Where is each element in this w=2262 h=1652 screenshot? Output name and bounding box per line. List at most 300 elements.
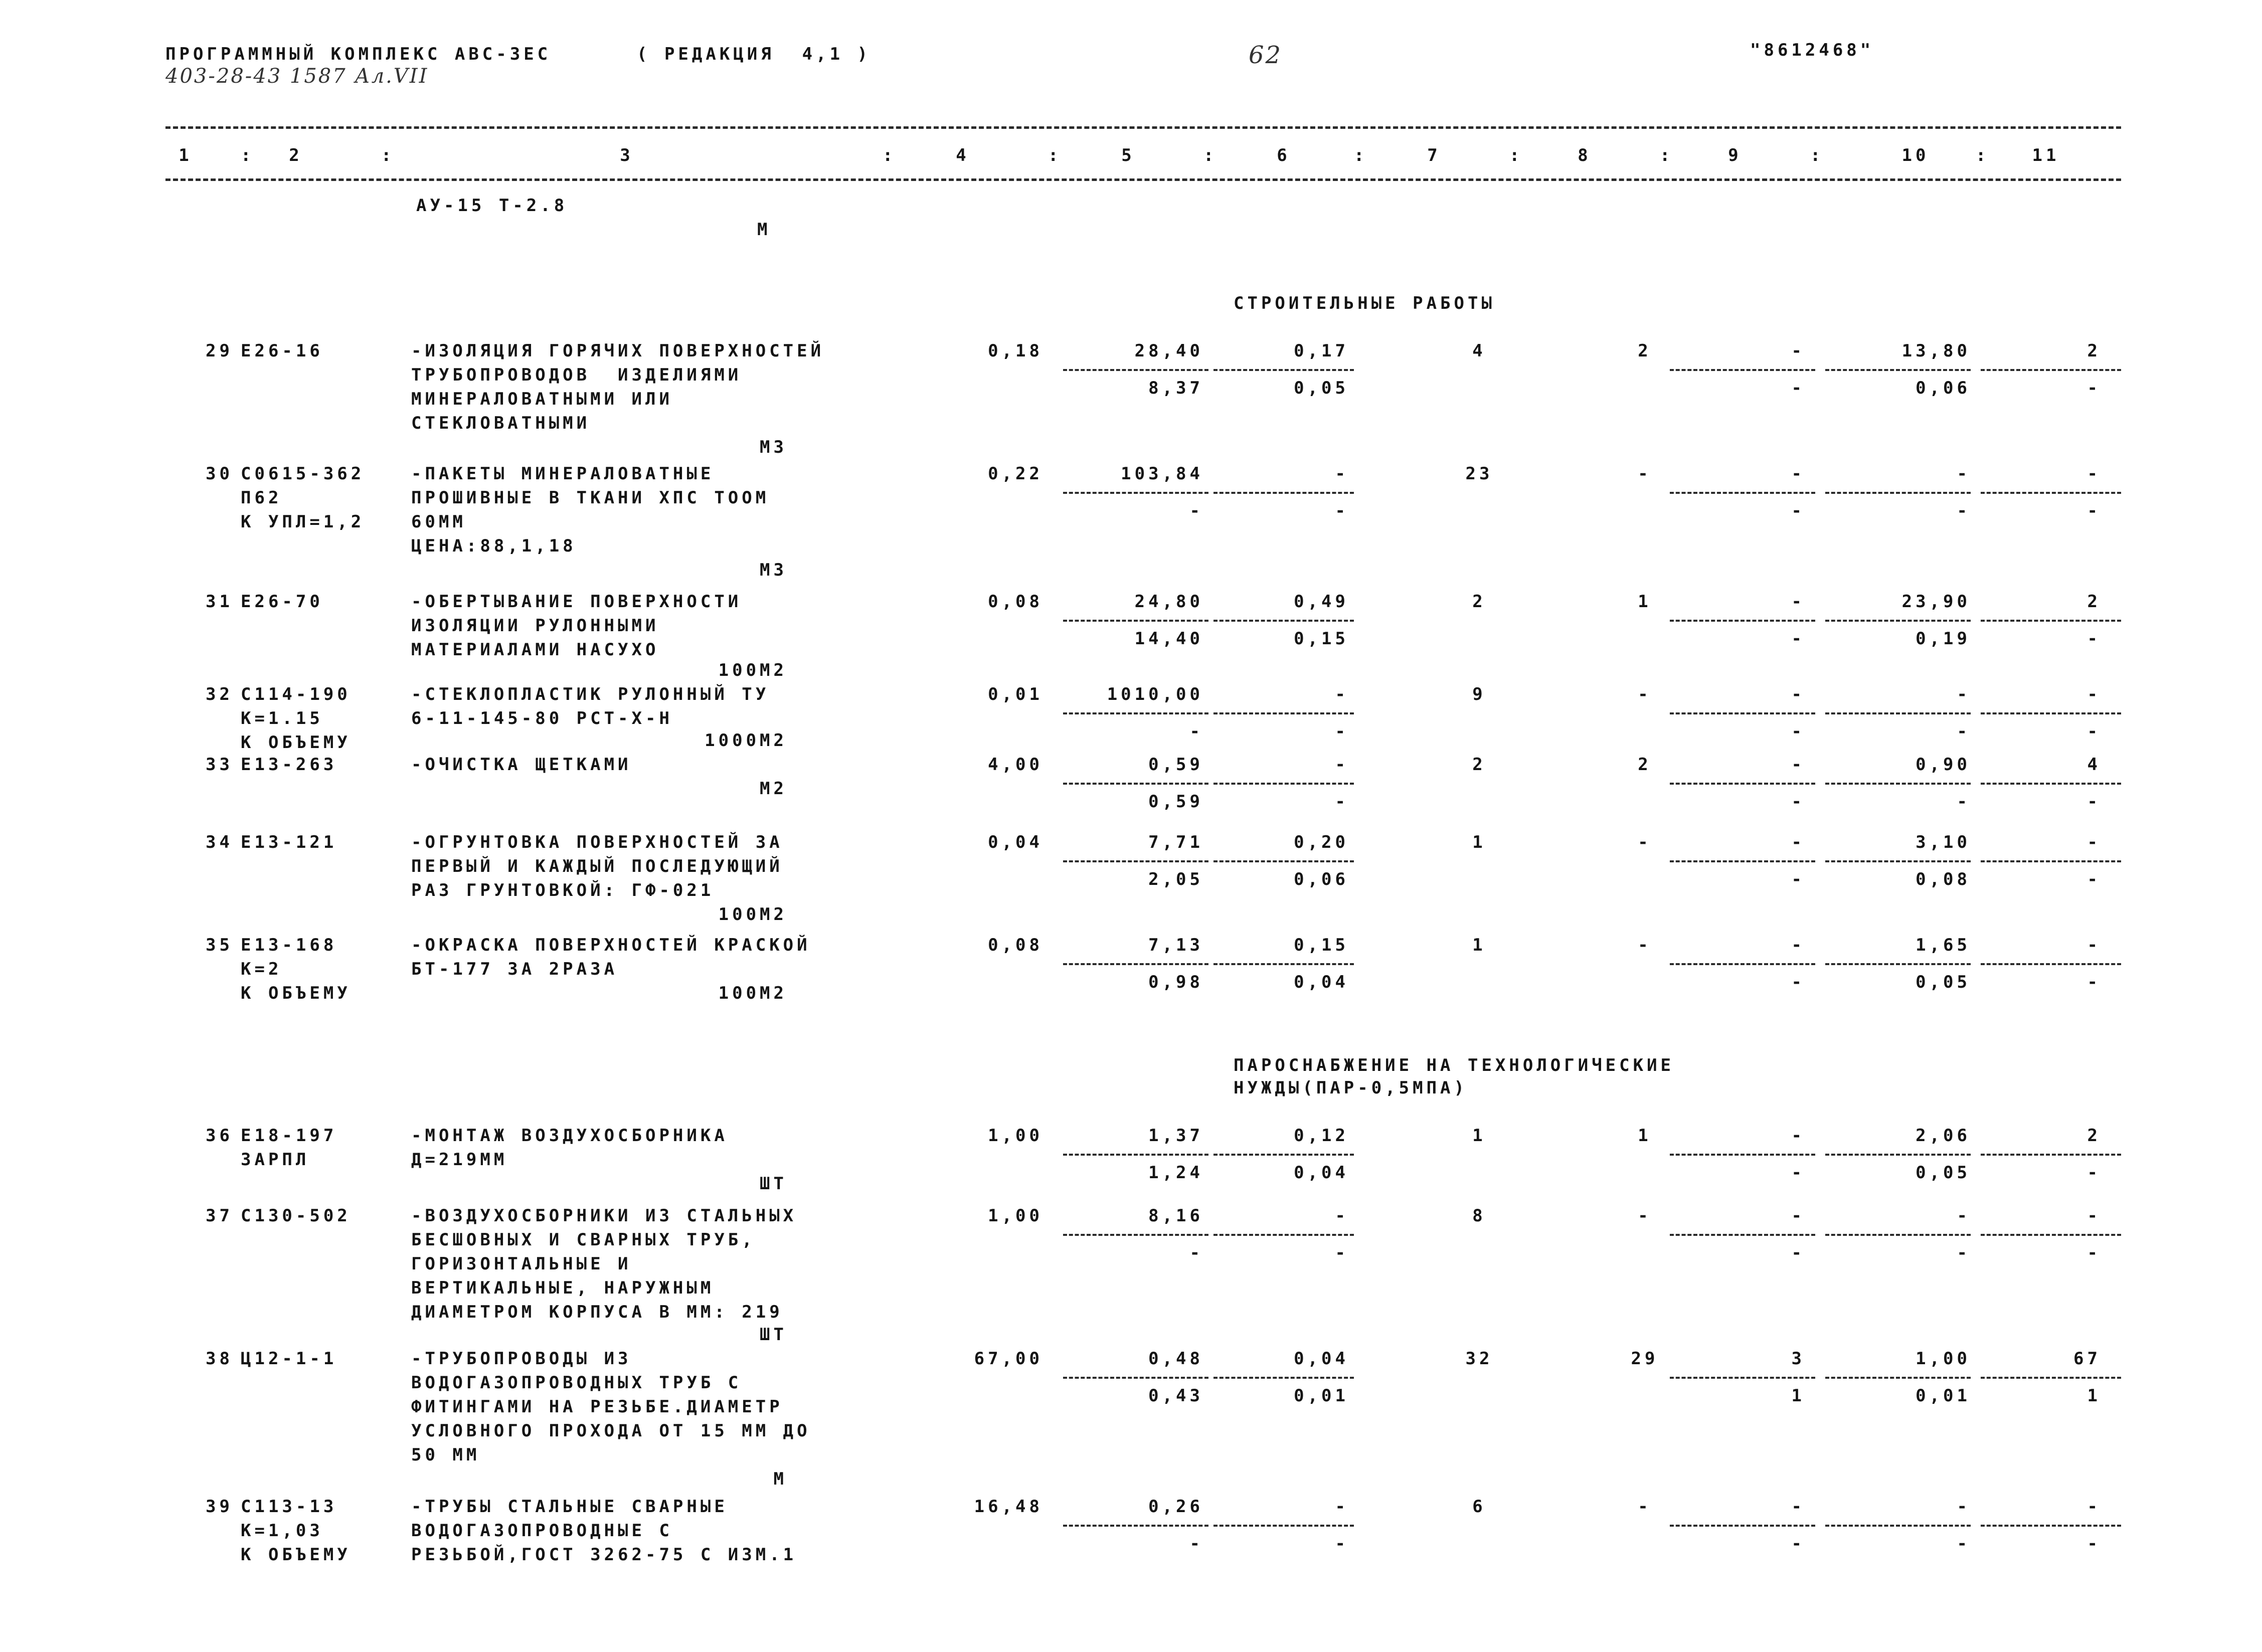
rate-code: К=1,03 <box>241 1521 323 1541</box>
value-separator <box>1670 1154 1815 1156</box>
value-c5: 1,37 <box>1148 1126 1203 1146</box>
rate-code: С114-190 <box>241 684 351 704</box>
value-c6: 0,49 <box>1294 592 1349 612</box>
section-heading-steam-line2: НУЖДЫ(ПАР-0,5МПА) <box>1234 1078 1468 1098</box>
value-c6b: - <box>1335 501 1349 521</box>
rate-code: К ОБЪЕМУ <box>241 983 351 1003</box>
value-c9: - <box>1791 1126 1805 1146</box>
value-c11b: - <box>2087 792 2101 812</box>
row-number: 39 <box>206 1497 233 1517</box>
value-c6b: 0,15 <box>1294 629 1349 649</box>
unit-of-measure: М <box>773 1469 787 1489</box>
col-header-11: 11 <box>2032 145 2060 165</box>
work-description: РЕЗЬБОЙ,ГОСТ 3262-75 С ИЗМ.1 <box>411 1545 797 1565</box>
value-separator <box>1213 492 1354 494</box>
row-number: 30 <box>206 464 233 484</box>
value-c5: 28,40 <box>1134 341 1203 361</box>
value-c6: - <box>1335 1206 1349 1226</box>
work-description: -ВОЗДУХОСБОРНИКИ ИЗ СТАЛЬНЫХ <box>411 1206 797 1226</box>
value-c10b: 0,01 <box>1916 1386 1971 1406</box>
value-separator <box>1825 963 1971 965</box>
rate-code: П62 <box>241 488 282 508</box>
work-description: ВОДОГАЗОПРОВОДНЫХ ТРУБ С <box>411 1373 742 1393</box>
value-c9b: - <box>1791 501 1805 521</box>
rate-code: С130-502 <box>241 1206 351 1226</box>
value-c5b: 0,98 <box>1148 972 1203 992</box>
value-separator <box>1670 783 1815 785</box>
value-c8: - <box>1638 1497 1652 1517</box>
value-separator <box>1825 860 1971 862</box>
value-c9b: 1 <box>1791 1386 1805 1406</box>
value-c11b: - <box>2087 1243 2101 1263</box>
unit-of-measure: 1000М2 <box>705 730 787 751</box>
value-separator <box>1825 620 1971 622</box>
value-separator <box>1063 1377 1208 1379</box>
col-divider: : <box>1976 145 1990 165</box>
value-c10b: - <box>1957 1243 1971 1263</box>
value-c4: 67,00 <box>974 1349 1043 1369</box>
col-divider: : <box>1203 145 1217 165</box>
work-description: -ОГРУНТОВКА ПОВЕРХНОСТЕЙ ЗА <box>411 832 783 852</box>
rate-code: К ОБЪЕМУ <box>241 732 351 753</box>
value-c7: 32 <box>1465 1349 1493 1369</box>
value-c6: 0,12 <box>1294 1126 1349 1146</box>
rate-code: С113-13 <box>241 1497 337 1517</box>
value-c6b: 0,01 <box>1294 1386 1349 1406</box>
value-c7: 6 <box>1472 1497 1486 1517</box>
value-separator <box>1213 620 1354 622</box>
value-c11: - <box>2087 1206 2101 1226</box>
col-header-4: 4 <box>956 145 970 165</box>
value-separator <box>1981 963 2121 965</box>
value-c9b: - <box>1791 1163 1805 1183</box>
value-c10b: - <box>1957 721 1971 742</box>
value-c5: 0,59 <box>1148 755 1203 775</box>
work-description: ТРУБОПРОВОДОВ ИЗДЕЛИЯМИ <box>411 365 742 385</box>
value-separator <box>1213 1377 1354 1379</box>
section-heading-construction: СТРОИТЕЛЬНЫЕ РАБОТЫ <box>1234 293 1495 313</box>
value-c11: 67 <box>2073 1349 2101 1369</box>
unit-of-measure: М2 <box>760 779 787 799</box>
work-description: ПЕРВЫЙ И КАЖДЫЙ ПОСЛЕДУЮЩИЙ <box>411 856 783 876</box>
value-c7: 2 <box>1472 755 1486 775</box>
value-separator <box>1670 369 1815 371</box>
value-c4: 4,00 <box>988 755 1043 775</box>
handwritten-project-code: 403-28-43 1587 Ал.VII <box>165 65 429 88</box>
value-separator <box>1213 1234 1354 1236</box>
value-c7: 4 <box>1472 341 1486 361</box>
material-continuation: АУ-15 Т-2.8 <box>416 196 568 216</box>
value-c8: - <box>1638 1206 1652 1226</box>
value-c5: 24,80 <box>1134 592 1203 612</box>
value-separator <box>1063 783 1208 785</box>
rate-code: Ц12-1-1 <box>241 1349 337 1369</box>
value-c5b: 8,37 <box>1148 378 1203 398</box>
value-c4: 0,18 <box>988 341 1043 361</box>
rate-code: К ОБЪЕМУ <box>241 1545 351 1565</box>
value-separator <box>1825 492 1971 494</box>
value-c10b: - <box>1957 1534 1971 1554</box>
value-c11: - <box>2087 464 2101 484</box>
unit-of-measure: ШТ <box>760 1325 787 1345</box>
row-number: 32 <box>206 684 233 704</box>
work-description: ПРОШИВНЫЕ В ТКАНИ ХПС ТООМ <box>411 488 770 508</box>
value-c10: - <box>1957 684 1971 704</box>
value-c9: 3 <box>1791 1349 1805 1369</box>
value-c5: 7,13 <box>1148 935 1203 955</box>
col-divider: : <box>241 145 255 165</box>
col-divider: : <box>1810 145 1824 165</box>
value-c6: - <box>1335 1497 1349 1517</box>
value-c5: 0,48 <box>1148 1349 1203 1369</box>
work-description: БЕСШОВНЫХ И СВАРНЫХ ТРУБ, <box>411 1230 756 1250</box>
value-separator <box>1213 783 1354 785</box>
rate-code: К=2 <box>241 959 282 979</box>
value-c5b: 0,43 <box>1148 1386 1203 1406</box>
value-c10b: - <box>1957 501 1971 521</box>
value-separator <box>1063 620 1208 622</box>
value-c7: 1 <box>1472 832 1486 852</box>
value-c6b: 0,04 <box>1294 1163 1349 1183</box>
work-description: ДИАМЕТРОМ КОРПУСА В ММ: 219 <box>411 1302 783 1322</box>
value-c9: - <box>1791 684 1805 704</box>
work-description: ФИТИНГАМИ НА РЕЗЬБЕ.ДИАМЕТР <box>411 1397 783 1417</box>
value-c5: 7,71 <box>1148 832 1203 852</box>
value-c4: 0,01 <box>988 684 1043 704</box>
value-c7: 2 <box>1472 592 1486 612</box>
value-c9: - <box>1791 1497 1805 1517</box>
value-c10: - <box>1957 1497 1971 1517</box>
value-separator <box>1213 1525 1354 1527</box>
value-separator <box>1981 783 2121 785</box>
value-c6b: 0,06 <box>1294 869 1349 889</box>
page-number: 62 <box>1249 41 1283 69</box>
unit-of-measure: М3 <box>760 437 787 457</box>
row-number: 36 <box>206 1126 233 1146</box>
value-c8: 1 <box>1638 592 1652 612</box>
value-separator <box>1063 963 1208 965</box>
value-c10b: 0,05 <box>1916 1163 1971 1183</box>
col-header-5: 5 <box>1121 145 1135 165</box>
value-separator <box>1825 1377 1971 1379</box>
rate-code: Е13-263 <box>241 755 337 775</box>
value-c11b: - <box>2087 972 2101 992</box>
work-description: МИНЕРАЛОВАТНЫМИ ИЛИ <box>411 389 673 409</box>
value-c8: - <box>1638 832 1652 852</box>
value-c4: 0,08 <box>988 592 1043 612</box>
value-c4: 1,00 <box>988 1126 1043 1146</box>
value-c7: 1 <box>1472 935 1486 955</box>
value-c8: - <box>1638 935 1652 955</box>
work-description: -СТЕКЛОПЛАСТИК РУЛОННЫЙ ТУ <box>411 684 770 704</box>
value-separator <box>1825 1525 1971 1527</box>
work-description: 6-11-145-80 РСТ-Х-Н <box>411 708 673 728</box>
rate-code: С0615-362 <box>241 464 365 484</box>
value-c4: 0,08 <box>988 935 1043 955</box>
col-divider: : <box>1048 145 1062 165</box>
work-description: ГОРИЗОНТАЛЬНЫЕ И <box>411 1254 632 1274</box>
value-c9b: - <box>1791 721 1805 742</box>
value-separator <box>1981 1154 2121 1156</box>
value-c5b: - <box>1189 1534 1203 1554</box>
unit-label: М <box>757 220 771 240</box>
program-title: ПРОГРАММНЫЙ КОМПЛЕКС АВС-ЗЕС <box>165 44 552 64</box>
value-c9: - <box>1791 1206 1805 1226</box>
rate-code: Е26-16 <box>241 341 323 361</box>
work-description: Д=219ММ <box>411 1150 508 1170</box>
unit-of-measure: ШТ <box>760 1174 787 1194</box>
value-c9: - <box>1791 935 1805 955</box>
section-heading-steam-line1: ПАРОСНАБЖЕНИЕ НА ТЕХНОЛОГИЧЕСКИЕ <box>1234 1055 1675 1075</box>
col-header-10: 10 <box>1901 145 1930 165</box>
value-c9: - <box>1791 341 1805 361</box>
value-c6b: 0,04 <box>1294 972 1349 992</box>
value-c5: 0,26 <box>1148 1497 1203 1517</box>
value-c4: 0,04 <box>988 832 1043 852</box>
work-description: -МОНТАЖ ВОЗДУХОСБОРНИКА <box>411 1126 728 1146</box>
value-c11: - <box>2087 1497 2101 1517</box>
value-c9b: - <box>1791 972 1805 992</box>
value-separator <box>1670 1377 1815 1379</box>
value-c6: - <box>1335 755 1349 775</box>
value-c11b: - <box>2087 501 2101 521</box>
value-separator <box>1981 620 2121 622</box>
unit-of-measure: 100М2 <box>718 904 787 925</box>
row-number: 33 <box>206 755 233 775</box>
value-c5: 8,16 <box>1148 1206 1203 1226</box>
value-c6: 0,17 <box>1294 341 1349 361</box>
col-header-9: 9 <box>1728 145 1742 165</box>
value-c7: 9 <box>1472 684 1486 704</box>
value-separator <box>1670 1525 1815 1527</box>
work-description: ИЗОЛЯЦИИ РУЛОННЫМИ <box>411 616 659 636</box>
value-c8: 1 <box>1638 1126 1652 1146</box>
row-number: 31 <box>206 592 233 612</box>
work-description: МАТЕРИАЛАМИ НАСУХО <box>411 640 659 660</box>
work-description: ВОДОГАЗОПРОВОДНЫЕ С <box>411 1521 673 1541</box>
value-separator <box>1213 1154 1354 1156</box>
value-c10: 0,90 <box>1916 755 1971 775</box>
value-separator <box>1063 1234 1208 1236</box>
value-separator <box>1670 620 1815 622</box>
value-c8: 2 <box>1638 755 1652 775</box>
work-description: УСЛОВНОГО ПРОХОДА ОТ 15 ММ ДО <box>411 1421 811 1441</box>
value-c10b: 0,08 <box>1916 869 1971 889</box>
col-header-2: 2 <box>289 145 303 165</box>
col-header-7: 7 <box>1427 145 1441 165</box>
value-c11: 2 <box>2087 1126 2101 1146</box>
col-divider: : <box>381 145 395 165</box>
edition-label: ( РЕДАКЦИЯ 4,1 ) <box>637 44 871 64</box>
value-c11b: - <box>2087 378 2101 398</box>
value-c5b: - <box>1189 1243 1203 1263</box>
value-c11b: - <box>2087 1163 2101 1183</box>
value-c6: - <box>1335 464 1349 484</box>
rate-code: К=1.15 <box>241 708 323 728</box>
value-c6b: - <box>1335 1243 1349 1263</box>
unit-of-measure: 100М2 <box>718 660 787 680</box>
work-description: БТ-177 ЗА 2РАЗА <box>411 959 618 979</box>
value-c11: - <box>2087 935 2101 955</box>
value-c9b: - <box>1791 869 1805 889</box>
value-c11b: - <box>2087 629 2101 649</box>
value-c4: 1,00 <box>988 1206 1043 1226</box>
value-c7: 1 <box>1472 1126 1486 1146</box>
value-c9b: - <box>1791 1243 1805 1263</box>
rate-code: Е13-168 <box>241 935 337 955</box>
value-c10: 1,65 <box>1916 935 1971 955</box>
value-c5b: 1,24 <box>1148 1163 1203 1183</box>
value-c11b: - <box>2087 1534 2101 1554</box>
row-number: 37 <box>206 1206 233 1226</box>
value-c10: 2,06 <box>1916 1126 1971 1146</box>
unit-of-measure: М3 <box>760 560 787 580</box>
value-c8: 2 <box>1638 341 1652 361</box>
row-number: 34 <box>206 832 233 852</box>
col-header-6: 6 <box>1277 145 1291 165</box>
value-separator <box>1213 963 1354 965</box>
value-separator <box>1670 492 1815 494</box>
value-c5b: 0,59 <box>1148 792 1203 812</box>
value-c8: - <box>1638 464 1652 484</box>
work-description: -ОБЕРТЫВАНИЕ ПОВЕРХНОСТИ <box>411 592 742 612</box>
value-separator <box>1213 712 1354 714</box>
work-description: -ОКРАСКА ПОВЕРХНОСТЕЙ КРАСКОЙ <box>411 935 811 955</box>
value-c11b: - <box>2087 721 2101 742</box>
value-c9b: - <box>1791 629 1805 649</box>
work-description: 50 ММ <box>411 1445 480 1465</box>
value-separator <box>1670 712 1815 714</box>
rate-code: К УПЛ=1,2 <box>241 512 365 532</box>
value-separator <box>1981 712 2121 714</box>
value-separator <box>1981 1234 2121 1236</box>
value-separator <box>1063 1525 1208 1527</box>
value-c10: 13,80 <box>1901 341 1971 361</box>
value-c5: 1010,00 <box>1107 684 1203 704</box>
value-c9b: - <box>1791 1534 1805 1554</box>
value-c10: 23,90 <box>1901 592 1971 612</box>
col-header-8: 8 <box>1578 145 1592 165</box>
value-c10: 1,00 <box>1916 1349 1971 1369</box>
value-c5b: 14,40 <box>1134 629 1203 649</box>
value-c11: 2 <box>2087 341 2101 361</box>
value-separator <box>1063 1154 1208 1156</box>
rate-code: Е18-197 <box>241 1126 337 1146</box>
value-separator <box>1825 1234 1971 1236</box>
work-description: -ТРУБОПРОВОДЫ ИЗ <box>411 1349 632 1369</box>
value-c5: 103,84 <box>1121 464 1203 484</box>
value-c6b: - <box>1335 1534 1349 1554</box>
value-c11: 2 <box>2087 592 2101 612</box>
header-top-rule <box>165 126 2121 129</box>
value-c5b: - <box>1189 501 1203 521</box>
unit-of-measure: 100М2 <box>718 983 787 1003</box>
value-c8: - <box>1638 684 1652 704</box>
work-description: 60ММ <box>411 512 466 532</box>
value-c9b: - <box>1791 378 1805 398</box>
value-separator <box>1981 1377 2121 1379</box>
value-separator <box>1670 963 1815 965</box>
value-separator <box>1063 860 1208 862</box>
value-c10: 3,10 <box>1916 832 1971 852</box>
value-separator <box>1825 369 1971 371</box>
document-number: "8612468" <box>1750 40 1874 60</box>
value-separator <box>1063 712 1208 714</box>
value-c4: 16,48 <box>974 1497 1043 1517</box>
value-c11: - <box>2087 684 2101 704</box>
col-divider: : <box>1354 145 1368 165</box>
value-separator <box>1213 860 1354 862</box>
work-description: -ОЧИСТКА ЩЕТКАМИ <box>411 755 632 775</box>
value-c6b: - <box>1335 792 1349 812</box>
value-separator <box>1981 369 2121 371</box>
value-c6: 0,20 <box>1294 832 1349 852</box>
header-bottom-rule <box>165 178 2121 181</box>
value-c8: 29 <box>1631 1349 1659 1369</box>
col-divider: : <box>1660 145 1674 165</box>
value-c5b: 2,05 <box>1148 869 1203 889</box>
col-header-1: 1 <box>179 145 193 165</box>
value-separator <box>1825 783 1971 785</box>
value-separator <box>1825 1154 1971 1156</box>
value-c6b: 0,05 <box>1294 378 1349 398</box>
value-separator <box>1063 369 1208 371</box>
work-description: -ТРУБЫ СТАЛЬНЫЕ СВАРНЫЕ <box>411 1497 728 1517</box>
work-description: СТЕКЛОВАТНЫМИ <box>411 413 591 433</box>
value-separator <box>1063 492 1208 494</box>
value-c11: 4 <box>2087 755 2101 775</box>
value-c6: 0,04 <box>1294 1349 1349 1369</box>
value-c10b: - <box>1957 792 1971 812</box>
value-separator <box>1670 1234 1815 1236</box>
value-separator <box>1981 860 2121 862</box>
value-c11: - <box>2087 832 2101 852</box>
rate-code: ЗАРПЛ <box>241 1150 310 1170</box>
work-description: РАЗ ГРУНТОВКОЙ: ГФ-021 <box>411 880 715 900</box>
value-separator <box>1670 860 1815 862</box>
work-description: ВЕРТИКАЛЬНЫЕ, НАРУЖНЫМ <box>411 1278 715 1298</box>
value-c9: - <box>1791 832 1805 852</box>
value-c9: - <box>1791 755 1805 775</box>
rate-code: Е13-121 <box>241 832 337 852</box>
value-c10b: 0,19 <box>1916 629 1971 649</box>
row-number: 38 <box>206 1349 233 1369</box>
value-c5b: - <box>1189 721 1203 742</box>
value-c11b: 1 <box>2087 1386 2101 1406</box>
value-c7: 8 <box>1472 1206 1486 1226</box>
value-c9b: - <box>1791 792 1805 812</box>
value-c9: - <box>1791 592 1805 612</box>
value-c10b: 0,05 <box>1916 972 1971 992</box>
value-c10b: 0,06 <box>1916 378 1971 398</box>
work-description: ЦЕНА:88,1,18 <box>411 536 577 556</box>
value-c6b: - <box>1335 721 1349 742</box>
value-separator <box>1981 492 2121 494</box>
value-c9: - <box>1791 464 1805 484</box>
value-c10: - <box>1957 464 1971 484</box>
value-c6: - <box>1335 684 1349 704</box>
value-c4: 0,22 <box>988 464 1043 484</box>
value-separator <box>1213 369 1354 371</box>
col-header-3: 3 <box>620 145 634 165</box>
col-divider: : <box>883 145 897 165</box>
work-description: -ИЗОЛЯЦИЯ ГОРЯЧИХ ПОВЕРХНОСТЕЙ <box>411 341 825 361</box>
work-description: -ПАКЕТЫ МИНЕРАЛОВАТНЫЕ <box>411 464 715 484</box>
value-separator <box>1825 712 1971 714</box>
row-number: 35 <box>206 935 233 955</box>
value-c11b: - <box>2087 869 2101 889</box>
col-divider: : <box>1509 145 1523 165</box>
